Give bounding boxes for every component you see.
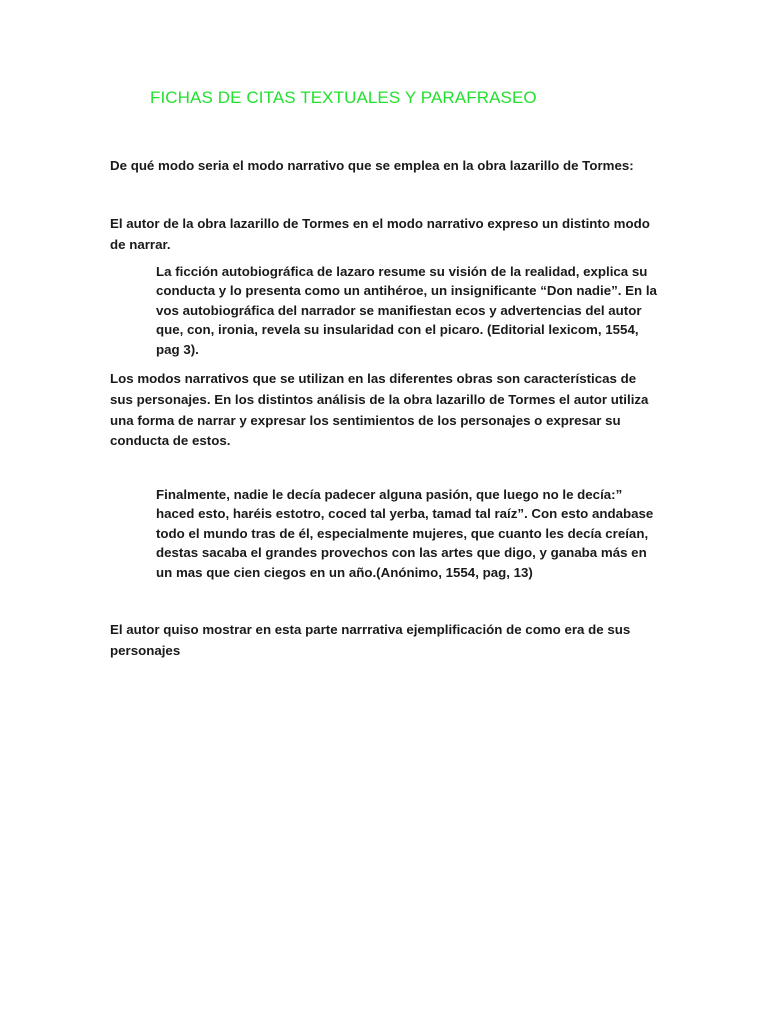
document-title: FICHAS DE CITAS TEXTUALES Y PARAFRASEO [150,88,537,107]
question-paragraph: De qué modo seria el modo narrativo que se emplea en la obra lazarillo de Tormes: [110,158,634,173]
block-quote-1: La ficción autobiográfica de lazaro resume su visión de la realidad, explica su conducta y lo presenta como un antihéroe, un insignificante “Don nadie”. En la vos autobiográfica del narrador se manifiestan ecos y advertencias del autor que, con, ironia, revela su insularidad con el picaro. (Editorial lexicom, 1554, pag 3). [156,264,657,357]
block-quote-2: Finalmente, nadie le decía padecer alguna pasión, que luego no le decía:” haced esto, haréis estotro, coced tal yerba, tamad tal raíz”. Con esto andabase todo el mundo tras de él, especialmente mujeres, que cuanto les decía creían, destas sacaba el grandes provechos con las artes que digo, y ganaba más en un mas que cien ciegos en un año.(Anónimo, 1554, pag, 13) [156,487,654,580]
conclusion-paragraph: El autor quiso mostrar en esta parte narrrativa ejemplificación de como era de sus personajes [110,622,631,658]
analysis-paragraph: Los modos narrativos que se utilizan en las diferentes obras son características de sus personajes. En los distintos análisis de la obra lazarillo de Tormes el autor utiliza una forma de narrar y expresar los sentimientos de los personajes o expresar su conducta de estos. [110,371,649,449]
intro-paragraph: El autor de la obra lazarillo de Tormes en el modo narrativo expreso un distinto modo de narrar. [110,216,650,252]
